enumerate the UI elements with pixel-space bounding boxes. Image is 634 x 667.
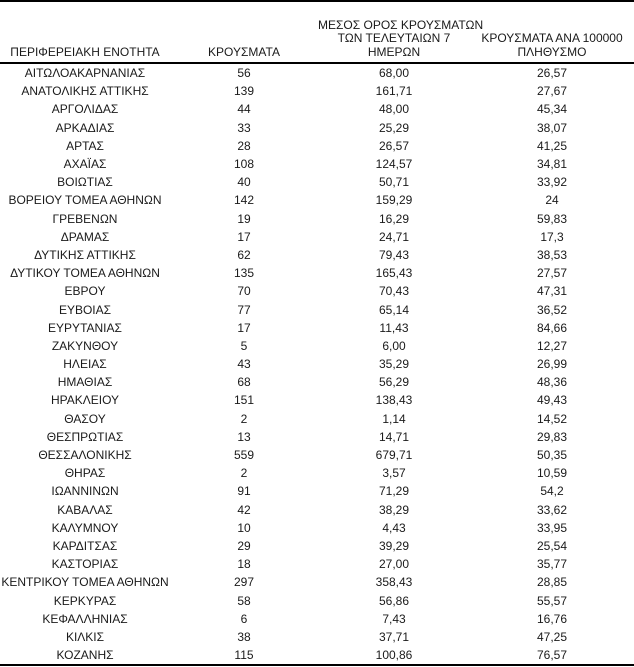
per100k-cell: 34,81: [536, 157, 568, 172]
cases-cell: 68: [237, 375, 251, 390]
avg7-cell: 161,71: [375, 84, 413, 99]
cases-cell: 42: [237, 502, 251, 517]
per100k-cell: 10,59: [536, 466, 568, 481]
region-cell: ΚΕΡΚΥΡΑΣ: [53, 593, 117, 608]
region-cell: ΚΕΦΑΛΛΗΝΙΑΣ: [42, 611, 128, 626]
per100k-cell: 16,76: [536, 611, 568, 626]
col-header-per100k-line: ΠΛΗΘΥΣΜΟ: [517, 44, 587, 59]
region-cell: ΗΜΑΘΙΑΣ: [57, 375, 113, 390]
cases-cell: 559: [233, 448, 255, 463]
avg7-cell: 11,43: [379, 320, 409, 335]
table-row: [0, 191, 634, 209]
avg7-cell: 25,29: [378, 120, 410, 135]
region-cell: ΑΝΑΤΟΛΙΚΗΣ ΑΤΤΙΚΗΣ: [21, 84, 149, 99]
avg7-cell: 3,57: [382, 466, 406, 481]
region-cell: ΗΡΑΚΛΕΙΟΥ: [50, 393, 120, 408]
cases-cell: 115: [234, 648, 254, 663]
region-cell: ΑΡΤΑΣ: [66, 138, 104, 153]
cases-cell: 58: [237, 593, 251, 608]
per100k-cell: 84,66: [536, 320, 568, 335]
table-row: [0, 100, 634, 118]
table-row: [0, 628, 634, 646]
cases-cell: 28: [237, 138, 251, 153]
region-cell: ΑΡΓΟΛΙΔΑΣ: [51, 102, 119, 117]
region-cell: ΔΥΤΙΚΗΣ ΑΤΤΙΚΗΣ: [34, 247, 136, 262]
region-cell: ΑΧΑΪΑΣ: [63, 157, 107, 172]
per100k-cell: 45,34: [536, 102, 568, 117]
avg7-cell: 358,43: [375, 575, 413, 590]
avg7-cell: 14,71: [378, 429, 410, 444]
region-cell: ΔΡΑΜΑΣ: [60, 229, 110, 244]
cases-cell: 33: [237, 120, 251, 135]
table-row: [0, 337, 634, 355]
table-row: [0, 591, 634, 609]
per100k-cell: 27,57: [536, 266, 568, 281]
cases-cell: 13: [237, 429, 251, 444]
avg7-cell: 65,14: [378, 302, 410, 317]
cases-cell: 56: [237, 66, 251, 81]
col-header-avg7-line: ΗΜΕΡΩΝ: [367, 44, 421, 59]
cases-cell: 17: [237, 229, 251, 244]
region-cell: ΑΙΤΩΛΟΑΚΑΡΝΑΝΙΑΣ: [24, 66, 146, 81]
avg7-cell: 68,00: [378, 66, 410, 81]
region-cell: ΑΡΚΑΔΙΑΣ: [55, 120, 115, 135]
region-cell: ΚΑΣΤΟΡΙΑΣ: [51, 557, 119, 572]
col-header-per100k: [470, 1, 634, 63]
region-cell: ΗΛΕΙΑΣ: [63, 357, 107, 372]
col-header-cases-line: ΚΡΟΥΣΜΑΤΑ: [208, 44, 280, 59]
cases-cell: 17: [237, 320, 251, 335]
table-row: [0, 537, 634, 555]
avg7-cell: 165,43: [375, 266, 413, 281]
table-row: [0, 373, 634, 391]
cases-cell: 2: [240, 411, 248, 426]
region-cell: ΘΕΣΣΑΛΟΝΙΚΗΣ: [38, 448, 132, 463]
per100k-cell: 25,54: [536, 538, 568, 553]
per100k-cell: 33,95: [536, 520, 568, 535]
avg7-cell: 71,29: [378, 484, 410, 499]
cases-cell: 18: [237, 557, 251, 572]
cases-cell: 62: [237, 247, 251, 262]
col-header-avg7-line: ΜΕΣΟΣ ΟΡΟΣ ΚΡΟΥΣΜΑΤΩΝ: [318, 17, 484, 32]
cases-cell: 38: [237, 629, 251, 644]
cases-cell: 6: [240, 611, 248, 626]
table-header: [0, 1, 634, 63]
region-cell: ΚΑΡΔΙΤΣΑΣ: [52, 538, 118, 553]
cases-cell: 142: [233, 193, 255, 208]
avg7-cell: 1,14: [382, 411, 406, 426]
table-body: [0, 63, 634, 665]
table-row: [0, 246, 634, 264]
table-row: [0, 119, 634, 137]
avg7-cell: 159,29: [375, 193, 413, 208]
per100k-cell: 14,52: [536, 411, 568, 426]
table-row: [0, 610, 634, 628]
avg7-cell: 16,29: [378, 211, 410, 226]
avg7-cell: 79,43: [378, 247, 410, 262]
col-header-cases: [170, 1, 318, 63]
table-row: [0, 391, 634, 409]
per100k-cell: 54,2: [540, 484, 564, 499]
per100k-cell: 41,25: [536, 138, 568, 153]
cases-cell: 70: [237, 284, 251, 299]
region-cell: ΘΗΡΑΣ: [64, 466, 106, 481]
table-row: [0, 464, 634, 482]
per100k-cell: 38,53: [536, 247, 568, 262]
per100k-cell: 55,57: [536, 593, 568, 608]
per100k-cell: 36,52: [536, 302, 568, 317]
col-header-region: [0, 1, 170, 63]
table-row: [0, 210, 634, 228]
table-row: [0, 573, 634, 591]
avg7-cell: 56,86: [378, 593, 410, 608]
table-row: [0, 155, 634, 173]
cases-cell: 29: [237, 538, 251, 553]
avg7-cell: 124,57: [375, 157, 413, 172]
region-cell: ΖΑΚΥΝΘΟΥ: [51, 338, 119, 353]
per100k-cell: 35,77: [536, 557, 568, 572]
region-cell: ΕΒΡΟΥ: [64, 284, 106, 299]
table-row: [0, 646, 634, 665]
table-row: [0, 446, 634, 464]
table-row: [0, 501, 634, 519]
avg7-cell: 38,29: [378, 502, 410, 517]
avg7-cell: 37,71: [378, 629, 410, 644]
region-cell: ΘΑΣΟΥ: [64, 411, 106, 426]
per100k-cell: 29,83: [536, 429, 568, 444]
per100k-cell: 47,25: [536, 629, 568, 644]
avg7-cell: 48,00: [378, 102, 410, 117]
cases-cell: 43: [237, 357, 251, 372]
avg7-cell: 50,71: [378, 175, 410, 190]
region-cell: ΘΕΣΠΡΩΤΙΑΣ: [46, 429, 124, 444]
cases-cell: 19: [237, 211, 251, 226]
avg7-cell: 70,43: [378, 284, 410, 299]
per100k-cell: 33,92: [536, 175, 568, 190]
table-row: [0, 137, 634, 155]
region-cell: ΙΩΑΝΝΙΝΩΝ: [51, 484, 119, 499]
table-row: [0, 173, 634, 191]
cases-cell: 5: [240, 338, 248, 353]
avg7-cell: 679,71: [375, 448, 413, 463]
table-row: [0, 282, 634, 300]
per100k-cell: 50,35: [536, 448, 568, 463]
table-row: [0, 300, 634, 318]
table-row: [0, 428, 634, 446]
cases-cell: 40: [237, 175, 251, 190]
table-row: [0, 319, 634, 337]
per100k-cell: 59,83: [536, 211, 568, 226]
region-cell: ΚΟΖΑΝΗΣ: [56, 648, 114, 663]
avg7-cell: 26,57: [378, 138, 410, 153]
per100k-cell: 26,57: [536, 66, 568, 81]
table-row: [0, 228, 634, 246]
cases-cell: 77: [237, 302, 251, 317]
avg7-cell: 4,43: [382, 520, 406, 535]
cases-cell: 108: [233, 157, 255, 172]
cases-cell: 10: [237, 520, 251, 535]
region-cell: ΚΕΝΤΡΙΚΟΥ ΤΟΜΕΑ ΑΘΗΝΩΝ: [1, 575, 169, 590]
cases-cell: 91: [237, 484, 251, 499]
per100k-cell: 49,43: [536, 393, 568, 408]
table-row: [0, 63, 634, 82]
per100k-cell: 33,62: [536, 502, 568, 517]
table-row: [0, 264, 634, 282]
region-cell: ΚΑΛΥΜΝΟΥ: [51, 520, 119, 535]
col-header-avg7: [318, 1, 484, 63]
cases-cell: 297: [233, 575, 255, 590]
region-cell: ΓΡΕΒΕΝΩΝ: [52, 211, 118, 226]
cases-cell: 151: [233, 393, 255, 408]
avg7-cell: 7,43: [382, 611, 406, 626]
col-header-per100k-line: ΚΡΟΥΣΜΑΤΑ ΑΝΑ 100000: [481, 31, 623, 45]
col-header-region-line: ΠΕΡΙΦΕΡΕΙΑΚΗ ΕΝΟΤΗΤΑ: [10, 44, 160, 59]
avg7-cell: 6,00: [382, 338, 406, 353]
region-cell: ΒΟΙΩΤΙΑΣ: [57, 175, 113, 190]
region-cell: ΕΥΡΥΤΑΝΙΑΣ: [48, 320, 122, 335]
table-row: [0, 482, 634, 500]
region-cell: ΔΥΤΙΚΟΥ ΤΟΜΕΑ ΑΘΗΝΩΝ: [10, 266, 160, 281]
region-cell: ΚΙΛΚΙΣ: [65, 629, 105, 644]
table-row: [0, 519, 634, 537]
cases-cell: 135: [233, 266, 255, 281]
table-row: [0, 355, 634, 373]
per100k-cell: 12,27: [536, 338, 568, 353]
per100k-cell: 17,3: [540, 229, 564, 244]
per100k-cell: 48,36: [536, 375, 568, 390]
per100k-cell: 76,57: [536, 648, 568, 663]
region-cell: ΒΟΡΕΙΟΥ ΤΟΜΕΑ ΑΘΗΝΩΝ: [8, 193, 162, 208]
per100k-cell: 28,85: [536, 575, 568, 590]
avg7-cell: 56,29: [378, 375, 410, 390]
col-header-avg7-line: ΤΩΝ ΤΕΛΕΥΤΑΙΩΝ 7: [337, 31, 451, 45]
avg7-cell: 100,86: [375, 648, 413, 663]
per100k-cell: 24: [545, 193, 559, 208]
per100k-cell: 27,67: [536, 84, 568, 99]
per100k-cell: 47,31: [536, 284, 568, 299]
cases-cell: 139: [233, 84, 255, 99]
per100k-cell: 38,07: [536, 120, 568, 135]
table-header-row: [0, 1, 634, 63]
avg7-cell: 35,29: [378, 357, 410, 372]
region-cell: ΚΑΒΑΛΑΣ: [57, 502, 113, 517]
avg7-cell: 27,00: [378, 557, 410, 572]
cases-cell: 2: [240, 466, 248, 481]
avg7-cell: 24,71: [378, 229, 410, 244]
per100k-cell: 26,99: [536, 357, 568, 372]
region-cell: ΕΥΒΟΙΑΣ: [58, 302, 112, 317]
table-row: [0, 555, 634, 573]
avg7-cell: 138,43: [375, 393, 413, 408]
table-row: [0, 82, 634, 100]
table-row: [0, 410, 634, 428]
cases-cell: 44: [237, 102, 251, 117]
avg7-cell: 39,29: [378, 538, 410, 553]
